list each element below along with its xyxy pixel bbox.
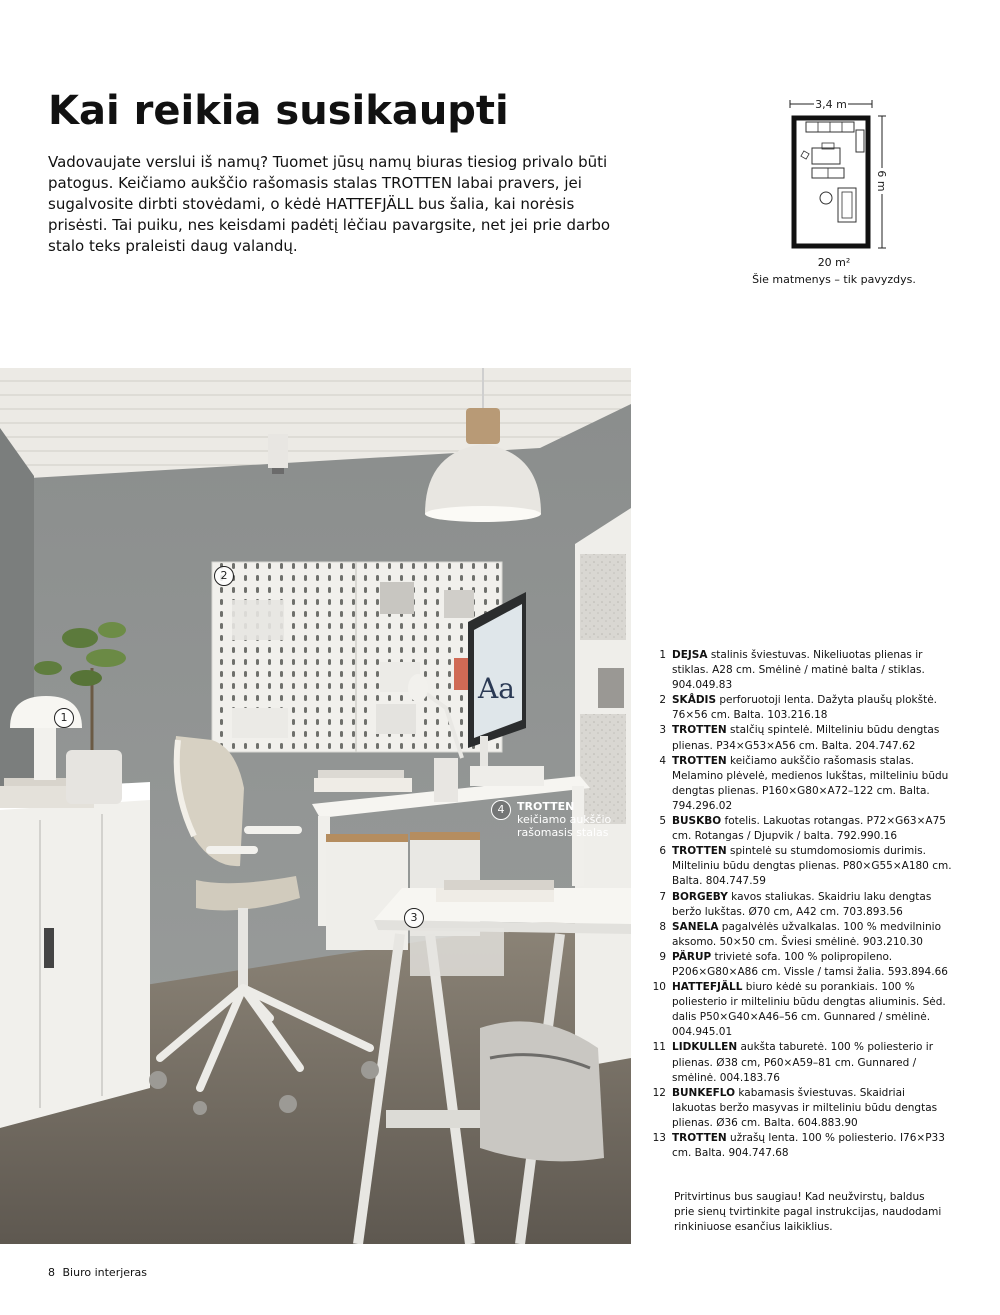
product-name: BUNKEFLO bbox=[672, 1086, 736, 1099]
product-item bbox=[652, 1131, 952, 1161]
product-number: 9 bbox=[659, 950, 666, 963]
page-title: Kai reikia susikaupti bbox=[48, 88, 509, 134]
product-desc: aukšta taburetė. 100 % poliesterio ir plienas. Ø38 cm, P60×A59–81 cm. Gunnared / smėlinė. 004.183.76 bbox=[672, 1041, 934, 1084]
fp-area-label: 20 m² bbox=[817, 256, 851, 269]
safety-note: Pritvirtinus bus saugiau! Kad neužvirstų, baldus prie sienų tvirtinkite pagal instrukcijas, naudodami rinkiniuose esančius laikiklius. bbox=[674, 1191, 942, 1234]
page-number: 8 bbox=[48, 1266, 55, 1279]
product-item bbox=[652, 1086, 952, 1131]
product-list bbox=[652, 648, 952, 1161]
product-name: HATTEFJÄLL bbox=[672, 981, 743, 994]
product-number: 6 bbox=[659, 845, 666, 858]
product-name: TROTTEN bbox=[672, 845, 727, 858]
fp-width-label: 3,4 m bbox=[815, 98, 847, 111]
product-name: TROTTEN bbox=[672, 1132, 727, 1144]
callout-trotten bbox=[517, 800, 627, 839]
product-name: SANELA bbox=[672, 920, 719, 933]
product-number: 8 bbox=[659, 920, 666, 933]
product-number: 2 bbox=[659, 694, 666, 707]
product-item bbox=[652, 648, 952, 693]
product-name: TROTTEN bbox=[672, 754, 727, 767]
section-name: Biuro interjeras bbox=[62, 1266, 148, 1279]
product-item bbox=[652, 844, 952, 889]
product-number: 1 bbox=[659, 649, 666, 661]
product-item bbox=[652, 723, 952, 753]
product-number: 3 bbox=[659, 724, 666, 737]
product-number: 4 bbox=[659, 754, 666, 767]
product-desc: kavos staliukas. Skaidriu laku dengtas beržo lukštas. Ø70 cm, A42 cm. 703.893.56 bbox=[672, 890, 932, 918]
product-item bbox=[652, 814, 952, 844]
fp-caption-text: Šie matmenys – tik pavyzdys. bbox=[752, 273, 916, 286]
product-item bbox=[652, 950, 952, 980]
product-desc: trivietė sofa. 100 % polipropileno. P206×G80×A86 cm. Vissle / tamsi žalia. 593.894.66 bbox=[672, 950, 948, 978]
product-name: SKÅDIS bbox=[672, 694, 717, 707]
product-number: 10 bbox=[652, 981, 666, 994]
product-name: BUSKBO bbox=[672, 815, 722, 828]
product-number: 12 bbox=[652, 1086, 666, 1099]
fp-depth-label: 6 m bbox=[875, 170, 888, 192]
page-footer bbox=[48, 1266, 147, 1279]
product-number: 11 bbox=[652, 1041, 666, 1054]
product-number: 7 bbox=[659, 890, 666, 903]
floor-plan-drawing bbox=[786, 96, 890, 256]
product-desc: fotelis. Lakuotas rotangas. P72×G63×A75 cm. Rotangas / Djupvik / balta. 792.990.16 bbox=[672, 815, 946, 843]
product-item bbox=[652, 890, 952, 920]
product-item bbox=[652, 754, 952, 814]
product-name: PÄRUP bbox=[672, 950, 712, 963]
product-desc: keičiamo aukščio rašomasis stalas. Melamino plėvelė, medienos lukštas, milteliniu būdu dengtas plienas. P160×G80×A72–122 cm. Balta. 794.296.02 bbox=[672, 754, 949, 812]
product-name: TROTTEN bbox=[672, 724, 727, 737]
product-name: LIDKULLEN bbox=[672, 1041, 738, 1054]
intro-paragraph: Vadovaujate verslui iš namų? Tuomet jūsų namų biuras tiesiog privalo būti patogus. Keičiamo aukščio rašomasis stalas TROTTEN labai pravers, jei sugalvosite dirbti stovėdami, o kėdė HATTEFJÄLL bus šalia, kai norėsis prisėsti. Tai puiku, nes keisdami padėtį lėčiau pavargsite, net jei prie darbo stalo teks praleisti daug valandų. bbox=[48, 153, 611, 255]
product-item bbox=[652, 1040, 952, 1085]
product-number: 13 bbox=[652, 1132, 666, 1144]
product-desc: stalinis šviestuvas. Nikeliuotas plienas ir stiklas. A28 cm. Smėlinė / matinė balta / stiklas. 904.049.83 bbox=[672, 649, 925, 692]
callout-name: TROTTEN bbox=[517, 800, 575, 813]
product-desc: stalčių spintelė. Milteliniu būdu dengtas plienas. P34×G53×A56 cm. Balta. 204.747.62 bbox=[672, 724, 940, 752]
product-desc: spintelė su stumdomosiomis durimis. Milteliniu būdu dengtas plienas. P80×G55×A180 cm. Balta. 804.747.59 bbox=[672, 845, 952, 888]
product-name: DEJSA bbox=[672, 649, 708, 661]
product-desc: perforuotoji lenta. Dažyta plaušų plokštė. 76×56 cm. Balta. 103.216.18 bbox=[672, 694, 938, 722]
product-desc: pagalvėlės užvalkalas. 100 % medvilninio aksomo. 50×50 cm. Šviesi smėlinė. 903.210.30 bbox=[672, 920, 942, 948]
photo-marker-1: 1 bbox=[54, 708, 74, 728]
product-item bbox=[652, 693, 952, 723]
callout-desc: keičiamo aukščio rašomasis stalas bbox=[517, 813, 612, 839]
product-item bbox=[652, 980, 952, 1040]
floor-plan bbox=[786, 96, 890, 260]
product-number: 5 bbox=[659, 815, 666, 828]
svg-text:Aa: Aa bbox=[478, 672, 515, 705]
product-item bbox=[652, 920, 952, 950]
product-desc: kabamasis šviestuvas. Skaidriai lakuotas beržo masyvas ir milteliniu būdu dengtas plienas. Ø36 cm. Balta. 604.883.90 bbox=[672, 1086, 938, 1129]
product-desc: biuro kėdė su porankiais. 100 % poliesterio ir milteliniu būdu dengtas aliuminis. Sėd. dalis P50×G40×A46–56 cm. Gunnared / smėlinė. 004.945.01 bbox=[672, 981, 946, 1039]
product-desc: užrašų lenta. 100 % poliesterio. I76×P33 cm. Balta. 904.747.68 bbox=[672, 1132, 945, 1160]
photo-marker-2: 2 bbox=[214, 566, 234, 586]
floor-plan-caption bbox=[744, 254, 924, 288]
photo-marker-4: 4 bbox=[491, 800, 511, 820]
product-name: BORGEBY bbox=[672, 890, 728, 903]
photo-marker-3: 3 bbox=[404, 908, 424, 928]
